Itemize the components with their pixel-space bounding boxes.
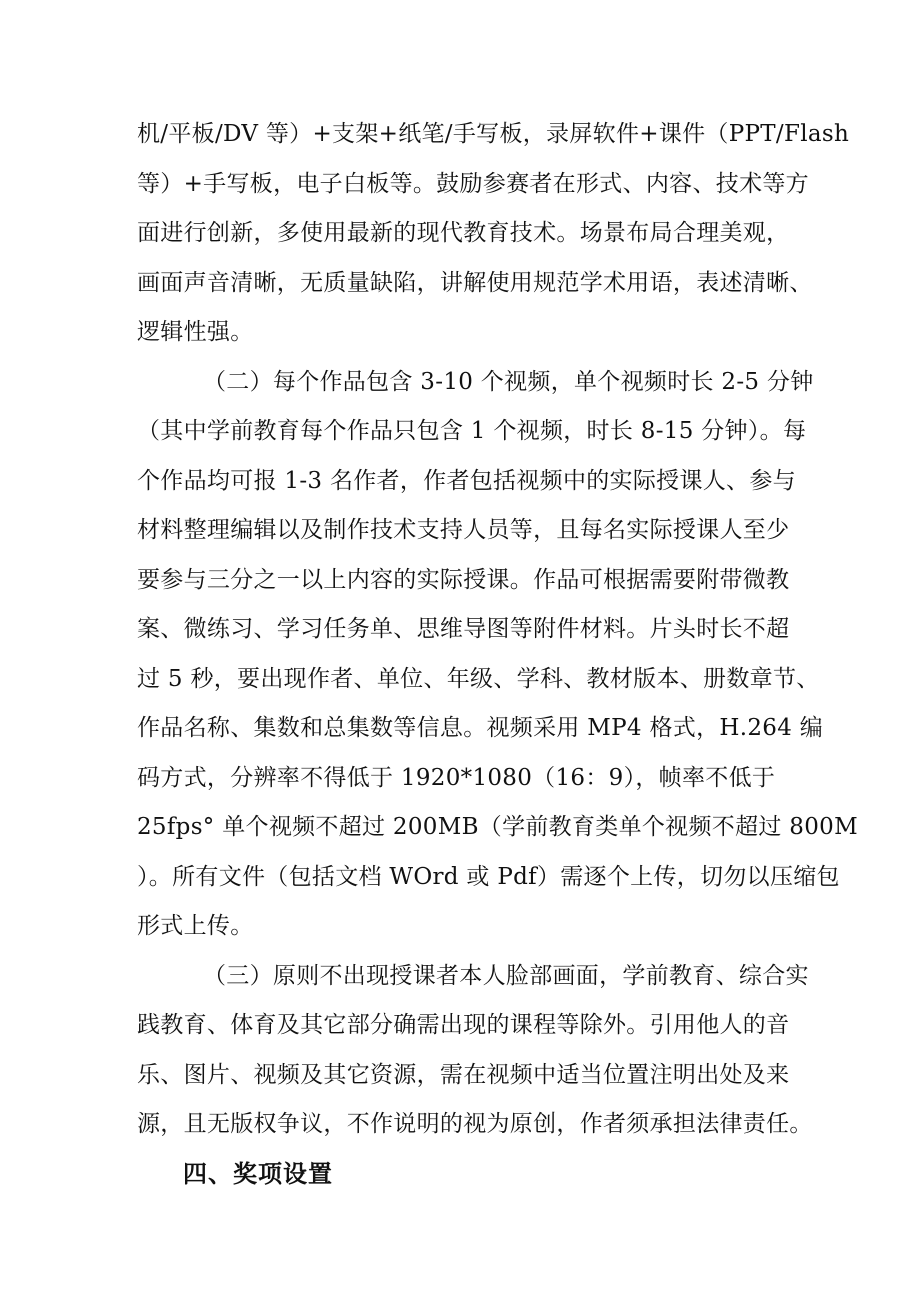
text-line: 码方式，分辨率不得低于 1920*1080（16：9），帧率不低于 [137,764,776,791]
text-line: 个作品均可报 1-3 名作者，作者包括视频中的实际授课人、参与 [137,467,796,494]
text-line: 乐、图片、视频及其它资源，需在视频中适当位置注明出处及来 [137,1061,790,1088]
paragraph-start-line: （二）每个作品包含 3-10 个视频，单个视频时长 2-5 分钟 [203,368,814,395]
text-line: 逻辑性强。 [137,319,254,345]
section-heading: 四、奖项设置 [183,1159,333,1188]
text-line: 等）+手写板，电子白板等。鼓励参赛者在形式、内容、技术等方 [137,170,809,197]
text-line: 作品名称、集数和总集数等信息。视频采用 MP4 格式，H.264 编 [137,715,824,741]
paragraph-start-line: （三）原则不出现授课者本人脸部画面，学前教育、综合实 [203,962,809,989]
text-line: 要参与三分之一以上内容的实际授课。作品可根据需要附带微教 [137,566,790,593]
text-line: ）。所有文件（包括文档 WOrd 或 Pdf）需逐个上传，切勿以压缩包 [137,863,840,890]
text-line: 25fps° 单个视频不超过 200MB（学前教育类单个视频不超过 800M [137,814,858,840]
text-line: 机/平板/DV 等）+支架+纸笔/手写板，录屏软件+课件（PPT/Flash [137,121,850,147]
text-line: 面进行创新，多使用最新的现代教育技术。场景布局合理美观， [137,220,790,246]
text-line: （其中学前教育每个作品只包含 1 个视频，时长 8-15 分钟）。每 [137,418,807,444]
text-line: 材料整理编辑以及制作技术支持人员等，且每名实际授课人至少 [137,517,790,543]
text-line: 画面声音清晰，无质量缺陷，讲解使用规范学术用语，表述清晰、 [137,269,813,296]
text-line: 案、微练习、学习任务单、思维导图等附件材料。片头时长不超 [137,616,790,642]
text-line: 源，且无版权争议，不作说明的视为原创，作者须承担法律责任。 [137,1111,813,1137]
document-body [137,110,858,1199]
text-line: 过 5 秒，要出现作者、单位、年级、学科、教材版本、册数章节、 [137,665,820,692]
text-line: 践教育、体育及其它部分确需出现的课程等除外。引用他人的音 [137,1012,790,1038]
text-line: 形式上传。 [137,913,254,939]
